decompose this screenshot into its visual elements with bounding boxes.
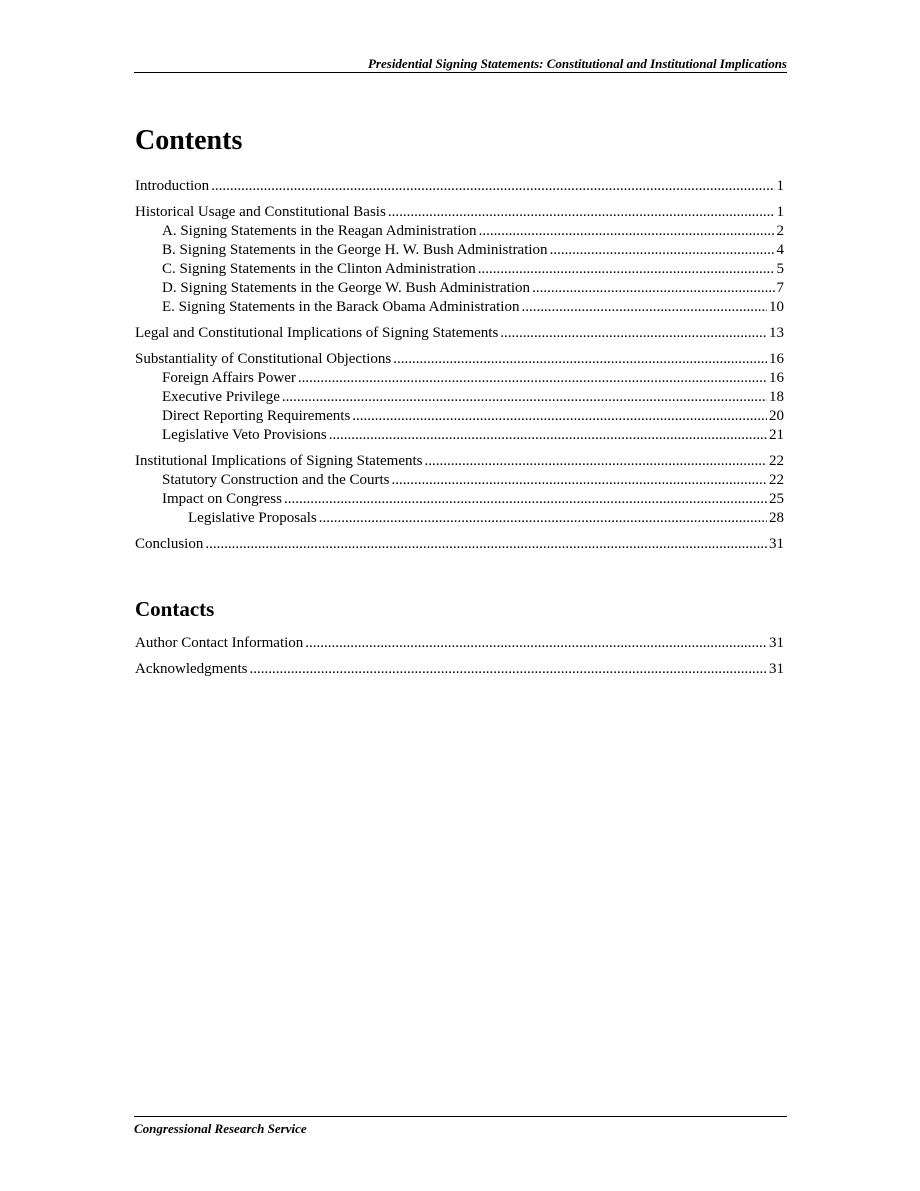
- toc-entry-page: 13: [769, 325, 784, 341]
- toc-entry-title: Foreign Affairs Power: [162, 370, 296, 386]
- running-header-title: Presidential Signing Statements: Constitutional and Institutional Implications: [367, 56, 787, 71]
- toc-entry[interactable]: [135, 177, 784, 196]
- toc-entry-title: Historical Usage and Constitutional Basis: [135, 204, 386, 220]
- toc-entry-title: Executive Privilege: [162, 389, 280, 405]
- toc-entry-title: E. Signing Statements in the Barack Obama Administration: [162, 299, 520, 315]
- toc-entry[interactable]: [135, 452, 784, 471]
- toc-entry-page: 5: [776, 261, 784, 277]
- toc-entry-title: A. Signing Statements in the Reagan Administration: [162, 223, 477, 239]
- toc-entry[interactable]: [135, 509, 784, 528]
- toc-entry-title: Institutional Implications of Signing Statements: [135, 453, 423, 469]
- toc-entry-title: Legislative Proposals: [188, 510, 317, 526]
- toc-entry-title: Impact on Congress: [162, 491, 282, 507]
- toc-entry-page: 16: [769, 370, 784, 386]
- toc-entry-title: Direct Reporting Requirements: [162, 408, 351, 424]
- toc-entry[interactable]: [135, 426, 784, 445]
- toc-entry-title: Conclusion: [135, 536, 204, 552]
- toc-entry[interactable]: [135, 298, 784, 317]
- toc-entry-title: Substantiality of Constitutional Objections: [135, 351, 392, 367]
- toc-entry-page: 4: [776, 242, 784, 258]
- toc-entry-page: 1: [776, 204, 784, 220]
- toc-entry-title: Statutory Construction and the Courts: [162, 472, 390, 488]
- toc-entry-page: 25: [769, 491, 784, 507]
- toc-entry-title: Legal and Constitutional Implications of Signing Statements: [135, 325, 499, 341]
- running-footer-text: Congressional Research Service: [134, 1121, 307, 1136]
- toc-entry-page: 10: [769, 299, 784, 315]
- toc-entry-page: 1: [776, 178, 784, 194]
- toc-entry[interactable]: [135, 388, 784, 407]
- toc-entry-title: C. Signing Statements in the Clinton Administration: [162, 261, 476, 277]
- toc-entry[interactable]: [135, 279, 784, 298]
- toc-entry-page: 18: [769, 389, 784, 405]
- toc-entry-page: 22: [769, 472, 784, 488]
- contacts-entry-title: Author Contact Information: [135, 635, 304, 651]
- toc-entry-page: 2: [776, 223, 784, 239]
- contacts-entry[interactable]: [135, 634, 784, 653]
- toc-entry-page: 16: [769, 351, 784, 367]
- table-of-contents: [135, 177, 784, 554]
- toc-entry[interactable]: [135, 407, 784, 426]
- toc-entry-title: B. Signing Statements in the George H. W. Bush Administration: [162, 242, 548, 258]
- toc-entry[interactable]: [135, 369, 784, 388]
- contacts-list: [135, 634, 784, 679]
- toc-entry[interactable]: [135, 490, 784, 509]
- toc-entry[interactable]: [135, 222, 784, 241]
- toc-entry-page: 20: [769, 408, 784, 424]
- toc-entry-page: 21: [769, 427, 784, 443]
- running-footer: [134, 1116, 787, 1136]
- toc-entry-title: D. Signing Statements in the George W. Bush Administration: [162, 280, 531, 296]
- toc-entry-page: 31: [769, 536, 784, 552]
- toc-entry[interactable]: [135, 324, 784, 343]
- contacts-entry[interactable]: [135, 660, 784, 679]
- toc-entry[interactable]: [135, 471, 784, 490]
- contents-heading: Contents: [135, 125, 243, 156]
- toc-entry[interactable]: [135, 350, 784, 369]
- toc-entry[interactable]: [135, 535, 784, 554]
- toc-entry[interactable]: [135, 260, 784, 279]
- toc-entry-page: 22: [769, 453, 784, 469]
- running-header: [134, 56, 787, 73]
- toc-entry-page: 7: [776, 280, 784, 296]
- toc-entry[interactable]: [135, 241, 784, 260]
- contacts-heading: Contacts: [135, 597, 215, 621]
- contacts-entry-title: Acknowledgments: [135, 661, 248, 677]
- toc-entry-title: Legislative Veto Provisions: [162, 427, 327, 443]
- toc-entry-page: 28: [769, 510, 784, 526]
- contacts-entry-page: 31: [769, 661, 784, 677]
- contacts-entry-page: 31: [769, 635, 784, 651]
- toc-entry[interactable]: [135, 203, 784, 222]
- toc-entry-title: Introduction: [135, 178, 210, 194]
